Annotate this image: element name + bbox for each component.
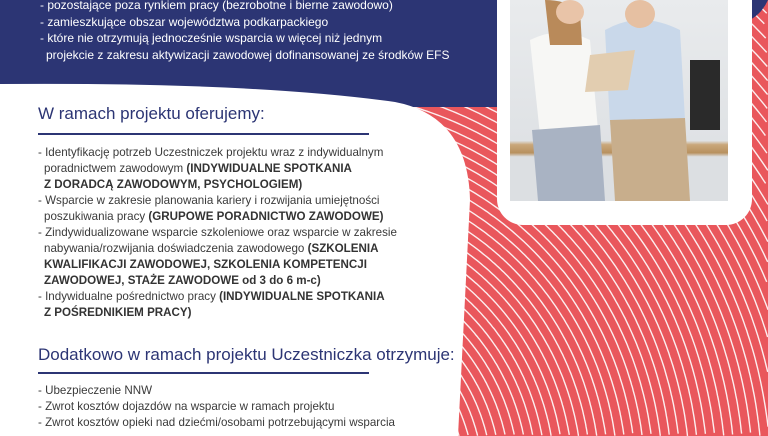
offer-item: [38, 145, 397, 161]
offer-item: [38, 193, 397, 209]
offer-item-text: - Wsparcie w zakresie planowania kariery i rozwijania umiejętności: [38, 194, 380, 207]
offer-heading: W ramach projektu oferujemy:: [38, 104, 265, 123]
offer-item-bold: Z POŚREDNIKIEM PRACY): [44, 306, 192, 319]
offer-item-line: [38, 305, 397, 321]
extra-heading: Dodatkowo w ramach projektu Uczestniczka otrzymuje:: [38, 345, 455, 364]
offer-item-bold: (INDYWIDUALNE SPOTKANIA: [186, 162, 352, 175]
extra-item: - Ubezpieczenie NNW: [38, 384, 153, 397]
offer-item-text: poszukiwania pracy: [44, 210, 149, 223]
offer-item-bold: KWALIFIKACJI ZAWODOWEJ, SZKOLENIA KOMPETENCJI: [44, 258, 367, 271]
offer-item-bold: (INDYWIDUALNE SPOTKANIA: [219, 290, 385, 303]
offer-item-bold: (SZKOLENIA: [307, 242, 379, 255]
offer-item-text: - Identyfikację potrzeb Uczestniczek projektu wraz z indywidualnym: [38, 146, 384, 159]
eligibility-item: - zamieszkujące obszar województwa podkarpackiego: [40, 14, 329, 29]
extra-item: - Zwrot kosztów opieki nad dziećmi/osobami potrzebującymi wsparcia: [38, 416, 395, 429]
offer-item-line: [38, 177, 397, 193]
offer-item-line: [38, 257, 397, 273]
offer-item: [38, 225, 397, 241]
offer-item-text: - Indywidualne pośrednictwo pracy: [38, 290, 220, 303]
offer-item: [38, 289, 397, 305]
offer-list: [38, 145, 397, 321]
eligibility-item: projekcie z zakresu aktywizacji zawodowej dofinansowanej ze środków EFS: [46, 47, 450, 62]
offer-item-bold: Z DORADCĄ ZAWODOWYM, PSYCHOLOGIEM): [44, 178, 303, 191]
eligibility-item: - które nie otrzymują jednocześnie wsparcia w więcej niż jednym: [40, 31, 383, 45]
photo-two-women-with-tablet: [510, 0, 728, 201]
extra-list: [38, 383, 395, 431]
eligibility-list: [40, 0, 450, 63]
offer-item-line: [38, 241, 397, 257]
offer-item-bold: (GRUPOWE PORADNICTWO ZAWODOWE): [148, 210, 384, 223]
offer-item-text: poradnictwem zawodowym: [44, 162, 187, 175]
offer-item-line: [38, 161, 397, 177]
offer-divider: [38, 133, 369, 135]
offer-item-text: - Zindywidualizowane wsparcie szkoleniowe oraz wsparcie w zakresie: [38, 226, 397, 239]
extra-item: - Zwrot kosztów dojazdów na wsparcie w ramach projektu: [38, 400, 335, 413]
offer-item-line: [38, 209, 397, 225]
offer-item-line: [38, 273, 397, 289]
eligibility-item: - pozostające poza rynkiem pracy (bezrobotne i bierne zawodowo): [40, 0, 393, 12]
extra-divider: [38, 372, 369, 374]
offer-item-bold: ZAWODOWEJ, STAŻE ZAWODOWE od 3 do 6 m-c): [44, 274, 321, 287]
offer-item-text: nabywania/rozwijania doświadczenia zawodowego: [44, 242, 308, 255]
